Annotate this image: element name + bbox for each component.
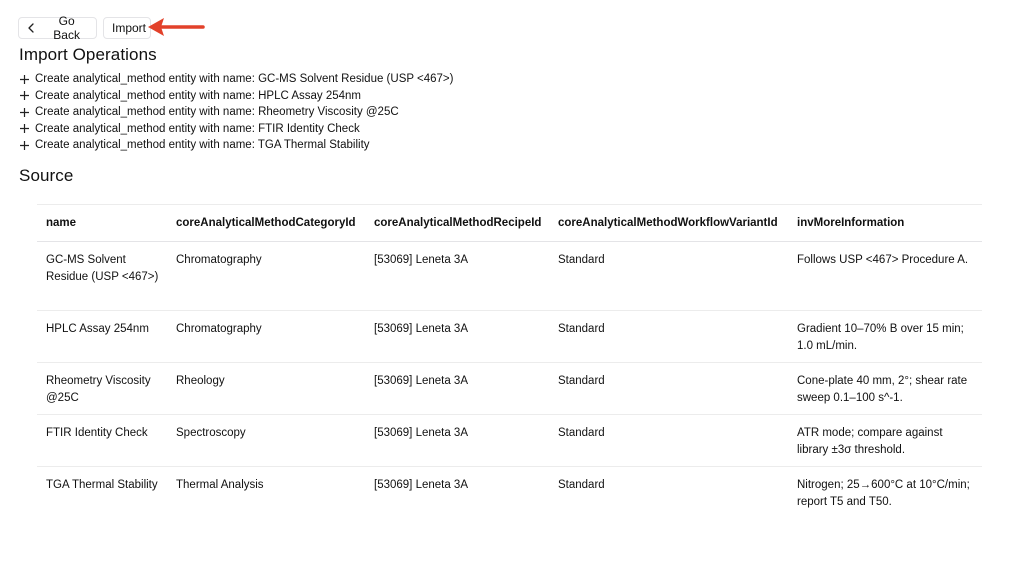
table-header-row bbox=[37, 205, 982, 242]
plus-icon bbox=[19, 90, 30, 101]
plus-icon bbox=[19, 74, 30, 85]
go-back-label: Go Back bbox=[53, 14, 80, 42]
operation-item bbox=[19, 88, 453, 105]
toolbar bbox=[18, 16, 151, 40]
cell-recipe: [53069] Leneta 3A bbox=[365, 415, 549, 467]
cell-workflow-variant: Standard bbox=[549, 415, 788, 467]
cell-category: Chromatography bbox=[167, 242, 365, 311]
plus-icon bbox=[19, 140, 30, 151]
cell-more-information: Follows USP <467> Procedure A. bbox=[788, 242, 982, 311]
import-operations-title: Import Operations bbox=[19, 45, 157, 64]
cell-more-information: Cone-plate 40 mm, 2°; shear rate sweep 0.1–100 s^-1. bbox=[788, 363, 982, 415]
cell-more-information: Nitrogen; 25→600°C at 10°C/min; report T5 and T50. bbox=[797, 479, 970, 508]
cell-name: GC-MS Solvent Residue (USP <467>) bbox=[37, 242, 167, 311]
cell-name: TGA Thermal Stability bbox=[46, 479, 158, 491]
column-header-more-information: invMoreInformation bbox=[788, 205, 982, 242]
operation-item bbox=[19, 121, 453, 138]
red-arrow-icon bbox=[145, 15, 205, 39]
source-table bbox=[37, 204, 982, 518]
table-row bbox=[37, 415, 982, 467]
cell-category: Spectroscopy bbox=[167, 415, 365, 467]
table-row bbox=[37, 311, 982, 363]
cell-name: FTIR Identity Check bbox=[37, 415, 167, 467]
cell-recipe: [53069] Leneta 3A bbox=[365, 311, 549, 363]
operation-item bbox=[19, 104, 453, 121]
cell-recipe: [53069] Leneta 3A bbox=[374, 479, 468, 491]
column-header-name: name bbox=[37, 205, 167, 242]
column-header-recipe: coreAnalyticalMethodRecipeId bbox=[365, 205, 549, 242]
cell-more-information: ATR mode; compare against library ±3σ threshold. bbox=[788, 415, 982, 467]
column-header-category: coreAnalyticalMethodCategoryId bbox=[167, 205, 365, 242]
operation-text: Create analytical_method entity with name: FTIR Identity Check bbox=[35, 122, 360, 135]
cell-workflow-variant: Standard bbox=[549, 242, 788, 311]
source-table-container bbox=[37, 204, 982, 518]
operation-text: Create analytical_method entity with name: Rheometry Viscosity @25C bbox=[35, 106, 399, 118]
cell-workflow-variant: Standard bbox=[558, 479, 605, 491]
operation-text: Create analytical_method entity with name: HPLC Assay 254nm bbox=[35, 89, 361, 102]
table-row bbox=[37, 467, 982, 519]
table-row bbox=[37, 242, 982, 311]
source-title: Source bbox=[19, 166, 74, 185]
plus-icon bbox=[19, 123, 30, 134]
operation-item bbox=[19, 71, 453, 88]
cell-workflow-variant: Standard bbox=[549, 363, 788, 415]
import-label: Import bbox=[112, 21, 147, 35]
cell-workflow-variant: Standard bbox=[549, 311, 788, 363]
go-back-button[interactable] bbox=[18, 14, 97, 42]
operation-text: Create analytical_method entity with name: GC-MS Solvent Residue (USP <467>) bbox=[35, 73, 454, 85]
cell-recipe: [53069] Leneta 3A bbox=[365, 242, 549, 311]
plus-icon bbox=[19, 107, 30, 118]
cell-name: HPLC Assay 254nm bbox=[37, 311, 167, 363]
chevron-left-icon bbox=[27, 23, 36, 33]
column-header-workflow-variant: coreAnalyticalMethodWorkflowVariantId bbox=[549, 205, 788, 242]
operation-item bbox=[19, 137, 453, 154]
cell-name: Rheometry Viscosity @25C bbox=[37, 363, 167, 415]
cell-more-information: Gradient 10–70% B over 15 min; 1.0 mL/min. bbox=[788, 311, 982, 363]
operation-text: Create analytical_method entity with name: TGA Thermal Stability bbox=[35, 139, 370, 151]
table-row bbox=[37, 363, 982, 415]
cell-category: Rheology bbox=[167, 363, 365, 415]
operations-list bbox=[19, 71, 453, 154]
cell-recipe: [53069] Leneta 3A bbox=[365, 363, 549, 415]
cell-category: Chromatography bbox=[167, 311, 365, 363]
import-button[interactable] bbox=[103, 17, 151, 39]
cell-category: Thermal Analysis bbox=[176, 479, 264, 491]
